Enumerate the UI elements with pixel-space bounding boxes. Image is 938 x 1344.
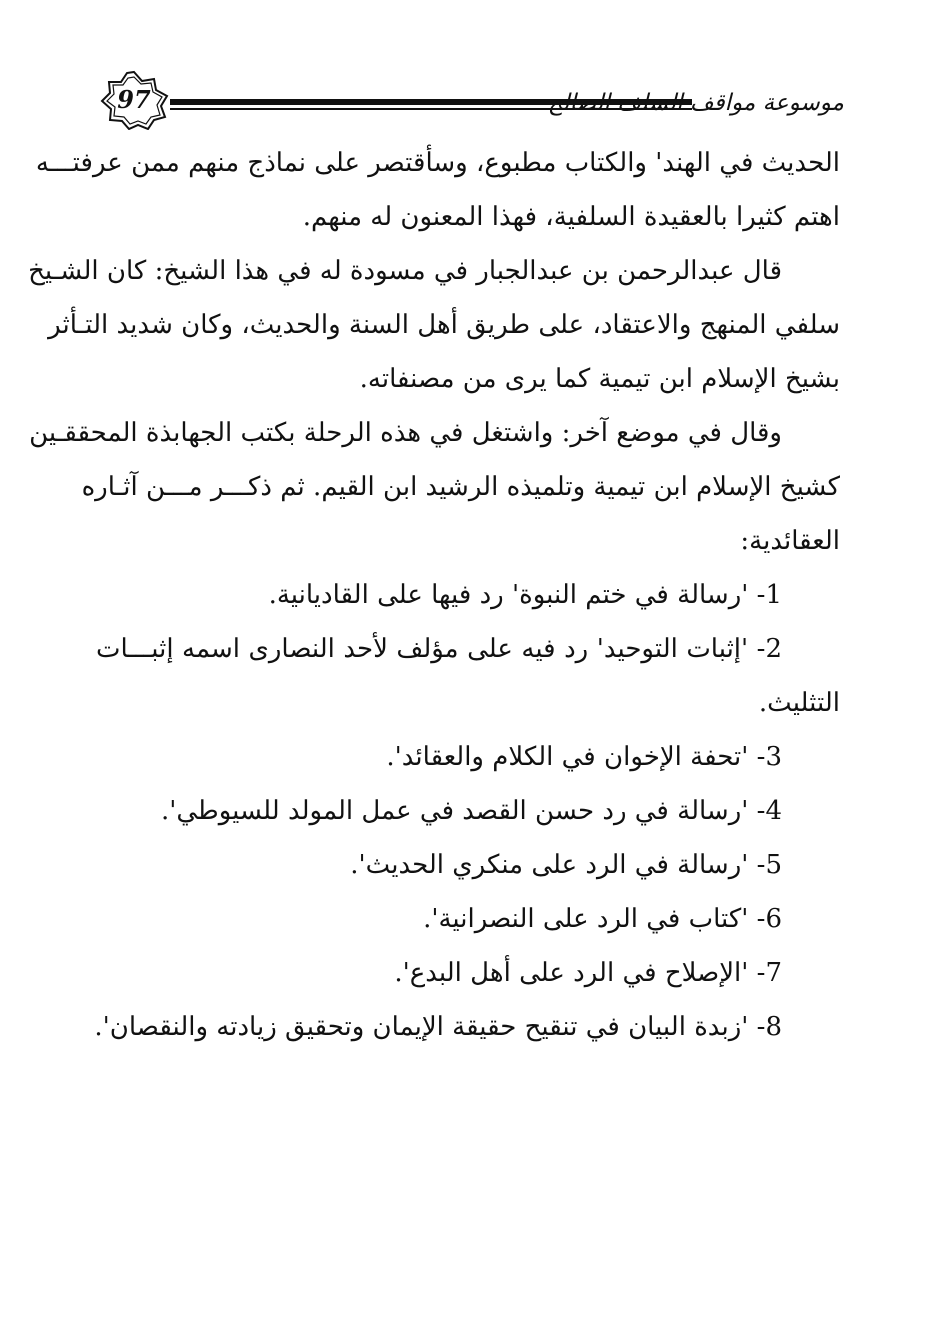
list-item-4: 4- 'رسالة في رد حسن القصد في عمل المولد للسيوطي'. <box>160 796 782 826</box>
page-header <box>98 66 843 136</box>
paragraph-1-line-1: الحديث في الهند' والكتاب مطبوع، وسأقتصر على نماذج منهم ممن عرفتـــه <box>35 148 840 178</box>
page-number-badge <box>98 70 170 130</box>
list-item-5: 5- 'رسالة في الرد على منكري الحديث'. <box>350 850 782 880</box>
page-number: 97 <box>117 85 151 114</box>
list-item-2: 2- 'إثبات التوحيد' رد فيه على مؤلف لأحد النصارى اسمه إثبـــات <box>96 634 782 664</box>
paragraph-2-line-2: سلفي المنهج والاعتقاد، على طريق أهل السنة والحديث، وكان شديد التـأثر <box>48 310 840 340</box>
list-item-8: 8- 'زبدة البيان في تنقيح حقيقة الإيمان وتحقيق زيادته والنقصان'. <box>94 1012 782 1042</box>
page-body <box>28 136 840 1054</box>
list-item-6: 6- 'كتاب في الرد على النصرانية'. <box>423 904 782 934</box>
paragraph-3-line-2: كشيخ الإسلام ابن تيمية وتلميذه الرشيد ابن القيم. ثم ذكـــر مـــن آثـاره <box>81 472 840 502</box>
paragraph-2-line-3: بشيخ الإسلام ابن تيمية كما يرى من مصنفاته. <box>359 364 840 394</box>
list-item-3: 3- 'تحفة الإخوان في الكلام والعقائد'. <box>386 742 782 772</box>
list-item-2-continuation: التثليث. <box>758 688 840 718</box>
paragraph-3-line-3: العقائدية: <box>740 526 840 556</box>
list-item-7: 7- 'الإصلاح في الرد على أهل البدع'. <box>394 958 782 988</box>
paragraph-2-line-1: قال عبدالرحمن بن عبدالجبار في مسودة له في هذا الشيخ: كان الشـيخ <box>28 256 782 286</box>
paragraph-3-line-1: وقال في موضع آخر: واشتغل في هذه الرحلة بكتب الجهابذة المحققـين <box>29 418 782 448</box>
book-title: موسوعة مواقف السلف الصالح <box>547 90 844 116</box>
list-item-1: 1- 'رسالة في ختم النبوة' رد فيها على القاديانية. <box>268 580 782 610</box>
paragraph-1-line-2: اهتم كثيرا بالعقيدة السلفية، فهذا المعنون له منهم. <box>302 202 840 232</box>
